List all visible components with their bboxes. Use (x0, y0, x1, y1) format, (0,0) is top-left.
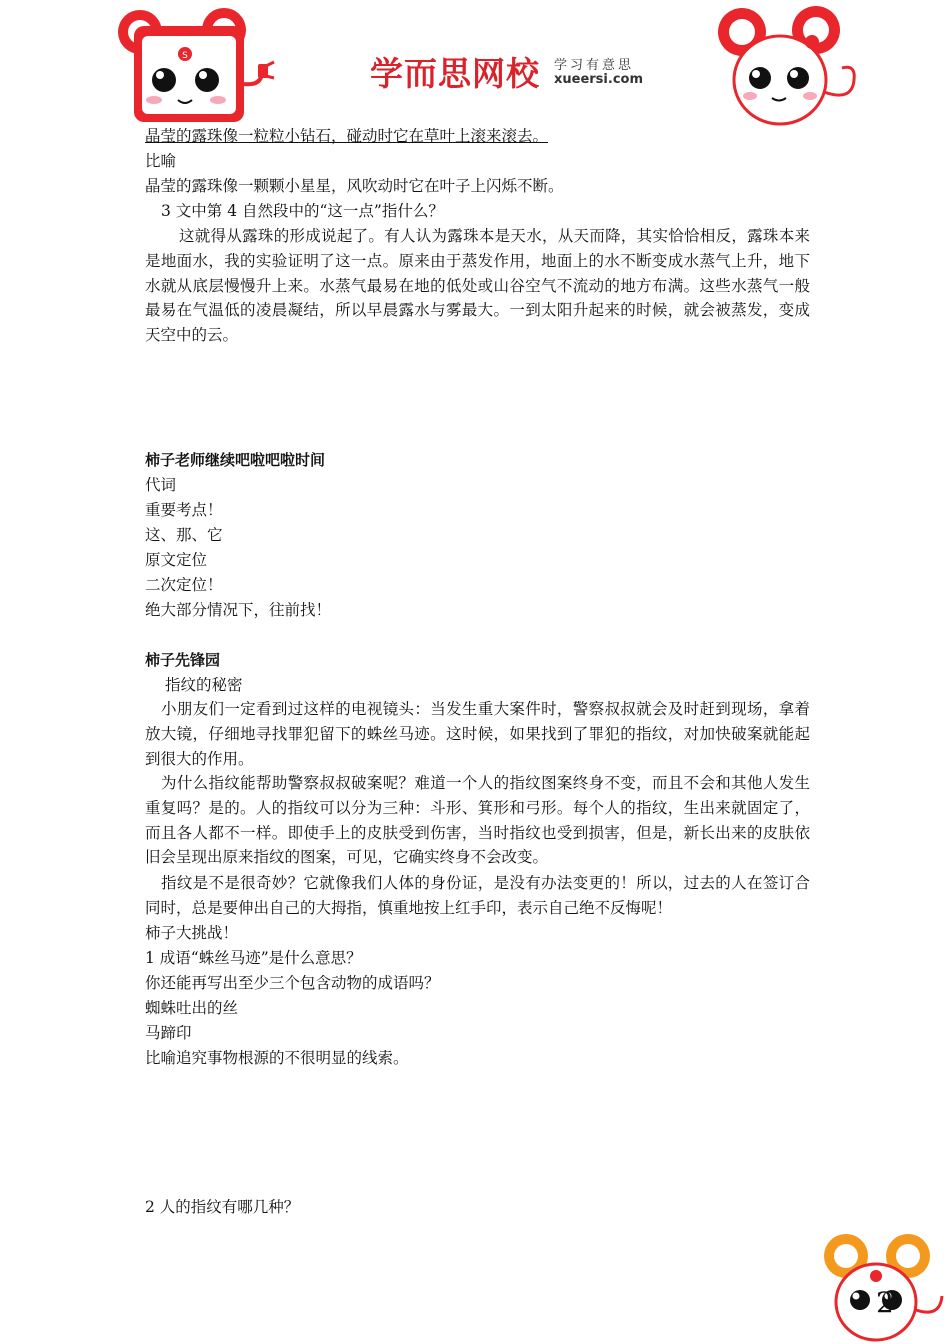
article-title: 指纹的秘密 (165, 676, 243, 694)
sentence-example: 晶莹的露珠像一粒粒小钻石，碰动时它在草叶上滚来滚去。 (145, 127, 549, 145)
tip-line-1: 代词 (145, 476, 177, 494)
logo-url: xueersi.com (554, 72, 644, 87)
answer-paragraph: 这就得从露珠的形成说起了。有人认为露珠本是天水，从天而降，其实恰恰相反，露珠本来是地面水，我的实验证明了这一点。原来由于蒸发作用，地面上的水不断变成水蒸气上升，地下水就从底层慢慢升上来。水蒸气最易在地的低处或山谷空气不流动的地方布满。这些水蒸气一般最易在气温低的凌晨凝结，所以早晨露水与雾最大。一到太阳升起来的时候，就会被蒸发，变成天空中的云。 (145, 227, 810, 345)
challenge-heading: 柿子大挑战！ (145, 924, 239, 942)
page-number: 2 (876, 1286, 894, 1319)
logo-text: 学而思网校 (370, 54, 540, 93)
header-logo (370, 48, 650, 96)
tip-line-3: 这、那、它 (145, 526, 223, 544)
tip-line-6: 绝大部分情况下，往前找！ (145, 601, 332, 619)
question-1b: 你还能再写出至少三个包含动物的成语吗？ (145, 974, 440, 992)
article-paragraph-1: 小朋友们一定看到过这样的电视镜头：当发生重大案件时，警察叔叔就会及时赶到现场，拿着放大镜，仔细地寻找罪犯留下的蛛丝马迹。这时候，如果找到了罪犯的指纹，对加快破案就能起到很大的作用。 (145, 700, 810, 768)
tip-line-5: 二次定位！ (145, 576, 223, 594)
section-heading-pioneer: 柿子先锋园 (145, 651, 221, 669)
question-1: 1 成语“蛛丝马迹”是什么意思？ (145, 949, 362, 967)
mascot-mouse-icon (712, 2, 872, 130)
question-3: 3 文中第 4 自然段中的“这一点”指什么？ (161, 202, 444, 220)
article-paragraph-2: 为什么指纹能帮助警察叔叔破案呢？难道一个人的指纹图案终身不变，而且不会和其他人发生重复吗？是的。人的指纹可以分为三种：斗形、箕形和弓形。每个人的指纹，生出来就固定了，而且各人都不一样。即使手上的皮肤受到伤害，当时指纹也受到损害，但是，新长出来的皮肤依旧会呈现出原来指纹的图案，可见，它确实终身不会改变。 (145, 774, 810, 867)
section-heading-teacher: 柿子老师继续吧啦吧啦时间 (145, 451, 326, 469)
mascot-square-icon (112, 4, 282, 132)
sentence-imitation: 晶莹的露珠像一颗颗小星星，风吹动时它在叶子上闪烁不断。 (145, 177, 564, 195)
answer-2: 马蹄印 (145, 1024, 192, 1042)
answer-3: 比喻追究事物根源的不很明显的线索。 (145, 1049, 409, 1067)
article-paragraph-3: 指纹是不是很奇妙？它就像我们人体的身份证，是没有办法变更的！所以，过去的人在签订合同时，总是要伸出自己的大拇指，慎重地按上红手印，表示自己绝不反悔呢！ (145, 874, 810, 917)
answer-1: 蜘蛛吐出的丝 (145, 999, 239, 1017)
svg-text:S: S (182, 51, 188, 61)
tip-line-4: 原文定位 (145, 551, 208, 569)
tip-line-2: 重要考点！ (145, 501, 223, 519)
question-2: 2 人的指纹有哪几种？ (145, 1198, 300, 1216)
sentence-label: 比喻 (145, 152, 177, 170)
logo-slogan: 学习有意思 (554, 58, 635, 73)
